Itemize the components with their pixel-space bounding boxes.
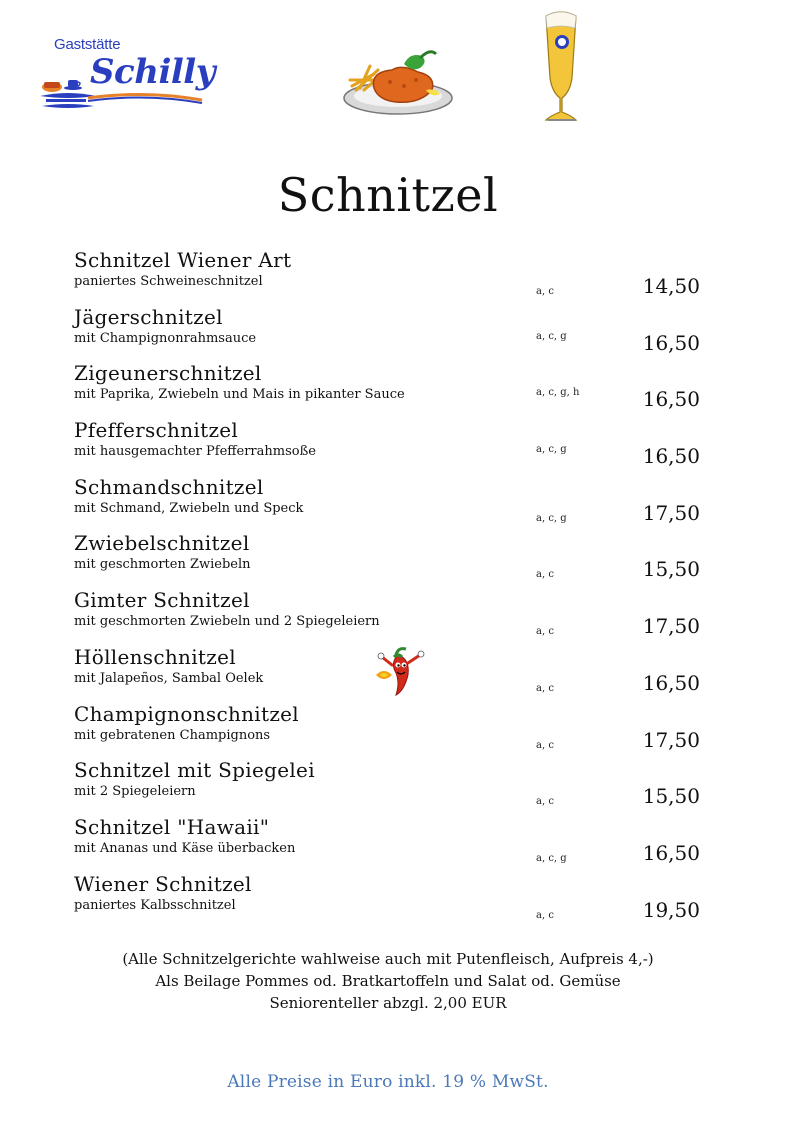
item-description: mit Jalapeños, Sambal Oelek (74, 670, 264, 686)
item-description: mit Schmand, Zwiebeln und Speck (74, 500, 304, 516)
beer-glass-icon (526, 8, 596, 128)
menu-notes (0, 948, 776, 1014)
restaurant-logo (38, 34, 215, 112)
item-price: 15,50 (642, 784, 700, 809)
item-allergens: a, c, g (536, 444, 567, 456)
item-name: Schnitzel mit Spiegelei (74, 758, 315, 783)
menu-list (74, 248, 714, 928)
menu-item (74, 475, 714, 532)
schnitzel-plate-icon (340, 46, 458, 120)
menu-item (74, 531, 714, 588)
page-title: Schnitzel (277, 168, 499, 222)
item-price: 16,50 (642, 840, 700, 865)
item-description: paniertes Schweineschnitzel (74, 274, 263, 289)
item-description: mit geschmorten Zwiebeln und 2 Spiegeleiern (74, 614, 380, 630)
item-description: paniertes Kalbsschnitzel (74, 897, 236, 913)
item-name: Jägerschnitzel (74, 304, 223, 329)
item-allergens: a, c, g, h (536, 387, 580, 399)
item-price: 17,50 (642, 614, 700, 639)
item-allergens: a, c (536, 909, 554, 921)
logo-underline-swoosh (86, 88, 204, 104)
item-price: 19,50 (642, 897, 700, 922)
vat-note: Alle Preise in Euro inkl. 19 % MwSt. (227, 1072, 549, 1092)
menu-item (74, 872, 714, 929)
item-allergens: a, c (536, 569, 554, 581)
item-allergens: a, c, g (536, 330, 567, 342)
item-name: Pfefferschnitzel (74, 418, 239, 443)
item-name: Champignonschnitzel (74, 701, 300, 726)
senior-discount-note: Seniorenteller abzgl. 2,00 EUR (269, 994, 507, 1012)
item-description: mit Champignonrahmsauce (74, 330, 257, 346)
menu-item (74, 758, 714, 815)
item-description: mit hausgemachter Pfefferrahmsoße (74, 444, 316, 460)
item-price: 16,50 (642, 670, 700, 695)
item-price: 16,50 (642, 330, 700, 355)
item-name: Wiener Schnitzel (74, 871, 252, 896)
menu-item (74, 645, 714, 702)
item-name: Schmandschnitzel (74, 474, 264, 499)
turkey-option-note: (Alle Schnitzelgerichte wahlweise auch mit Putenfleisch, Aufpreis 4,-) (122, 950, 654, 968)
item-name: Zwiebelschnitzel (74, 531, 250, 556)
item-allergens: a, c (536, 286, 554, 297)
logo-main-text: Schilly (90, 52, 215, 92)
menu-item (74, 248, 714, 305)
logo-top-text: Gaststätte (54, 36, 121, 53)
item-description: mit geschmorten Zwiebeln (74, 557, 251, 573)
menu-item (74, 305, 714, 362)
item-name: Zigeunerschnitzel (74, 361, 262, 386)
item-name: Schnitzel Wiener Art (74, 248, 292, 272)
item-allergens: a, c (536, 739, 554, 751)
item-price: 16,50 (642, 387, 700, 412)
item-price: 17,50 (642, 727, 700, 752)
item-allergens: a, c (536, 626, 554, 638)
menu-item (74, 588, 714, 645)
item-price: 17,50 (642, 500, 700, 525)
item-name: Gimter Schnitzel (74, 588, 250, 613)
item-price: 16,50 (642, 444, 700, 469)
menu-item (74, 418, 714, 475)
item-name: Höllenschnitzel (74, 644, 236, 669)
item-name: Schnitzel "Hawaii" (74, 814, 270, 839)
item-allergens: a, c (536, 796, 554, 808)
menu-item (74, 815, 714, 872)
item-price: 15,50 (642, 557, 700, 582)
item-price: 14,50 (642, 274, 700, 298)
menu-item (74, 361, 714, 418)
cafe-table-icon (38, 44, 98, 116)
item-description: mit Ananas und Käse überbacken (74, 840, 296, 856)
item-allergens: a, c, g (536, 512, 567, 524)
item-allergens: a, c (536, 682, 554, 694)
side-dish-note: Als Beilage Pommes od. Bratkartoffeln und Salat od. Gemüse (155, 972, 621, 990)
item-description: mit Paprika, Zwiebeln und Mais in pikanter Sauce (74, 387, 405, 403)
item-allergens: a, c, g (536, 852, 567, 864)
chili-pepper-icon (370, 645, 426, 697)
menu-item (74, 702, 714, 759)
item-description: mit gebratenen Champignons (74, 727, 271, 743)
item-description: mit 2 Spiegeleiern (74, 784, 196, 800)
